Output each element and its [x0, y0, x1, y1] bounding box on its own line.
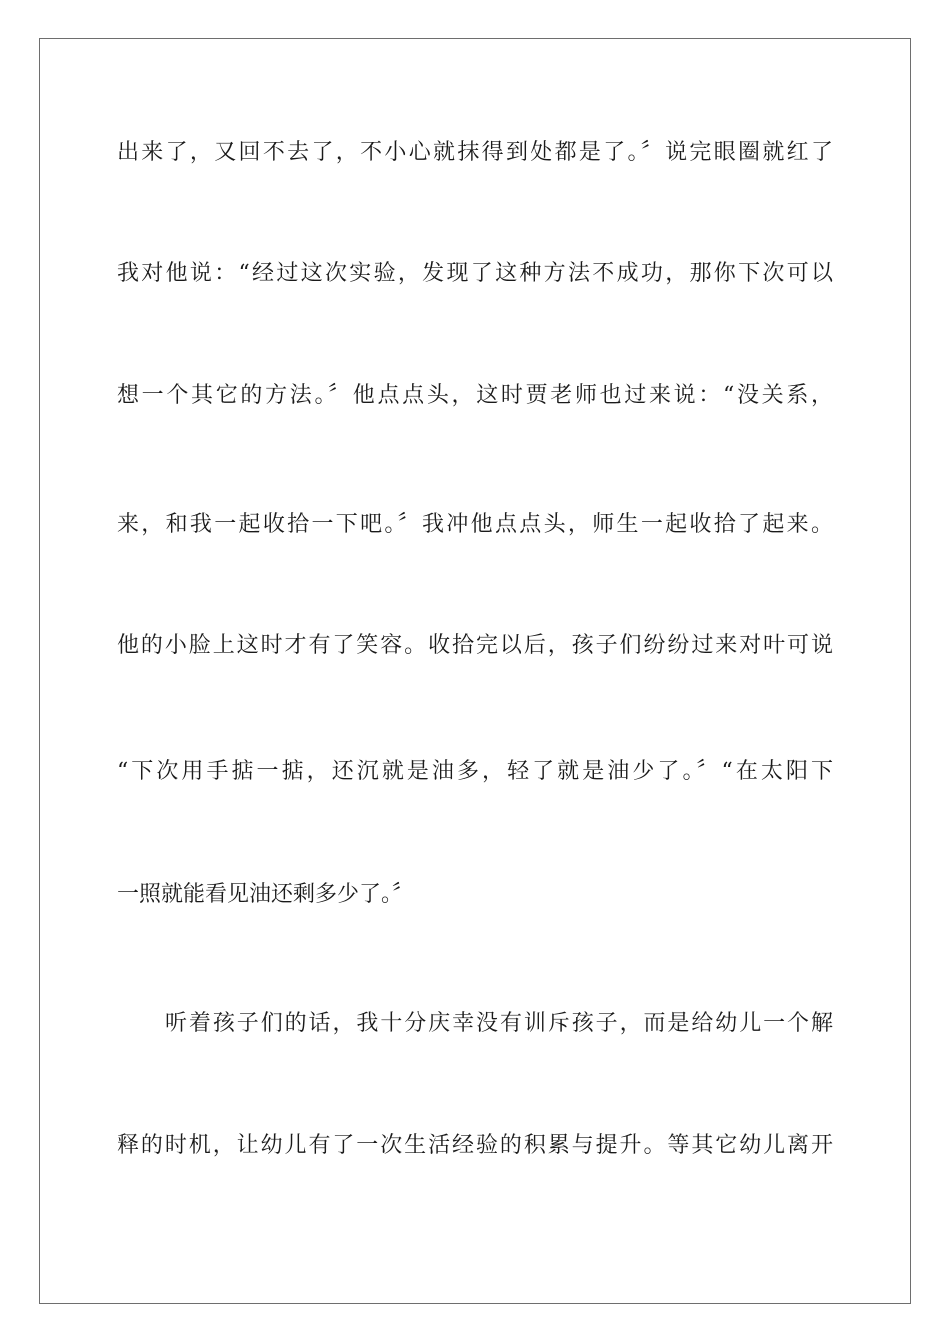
text-line-7: 一照就能看见油还剩多少了。〞 — [117, 882, 415, 907]
text-line-4: 来，和我一起收拾一下吧。〞我冲他点点头，师生一起收拾了起来。 — [117, 512, 833, 537]
text-line-3: 想一个其它的方法。〞他点点头，这时贾老师也过来说：“没关系， — [117, 383, 833, 408]
text-line-6: “下次用手掂一掂，还沉就是油多，轻了就是油少了。〞“在太阳下 — [117, 759, 833, 784]
text-line-5: 他的小脸上这时才有了笑容。收拾完以后，孩子们纷纷过来对叶可说 — [117, 633, 833, 658]
text-line-2: 我对他说：“经过这次实验，发现了这种方法不成功，那你下次可以 — [117, 261, 833, 286]
text-line-8: 听着孩子们的话，我十分庆幸没有训斥孩子，而是给幼儿一个解 — [165, 1011, 833, 1036]
text-line-1: 出来了，又回不去了，不小心就抹得到处都是了。〞说完眼圈就红了 — [117, 140, 833, 165]
page-border — [39, 38, 911, 1304]
text-line-9: 释的时机，让幼儿有了一次生活经验的积累与提升。等其它幼儿离开 — [117, 1133, 833, 1158]
